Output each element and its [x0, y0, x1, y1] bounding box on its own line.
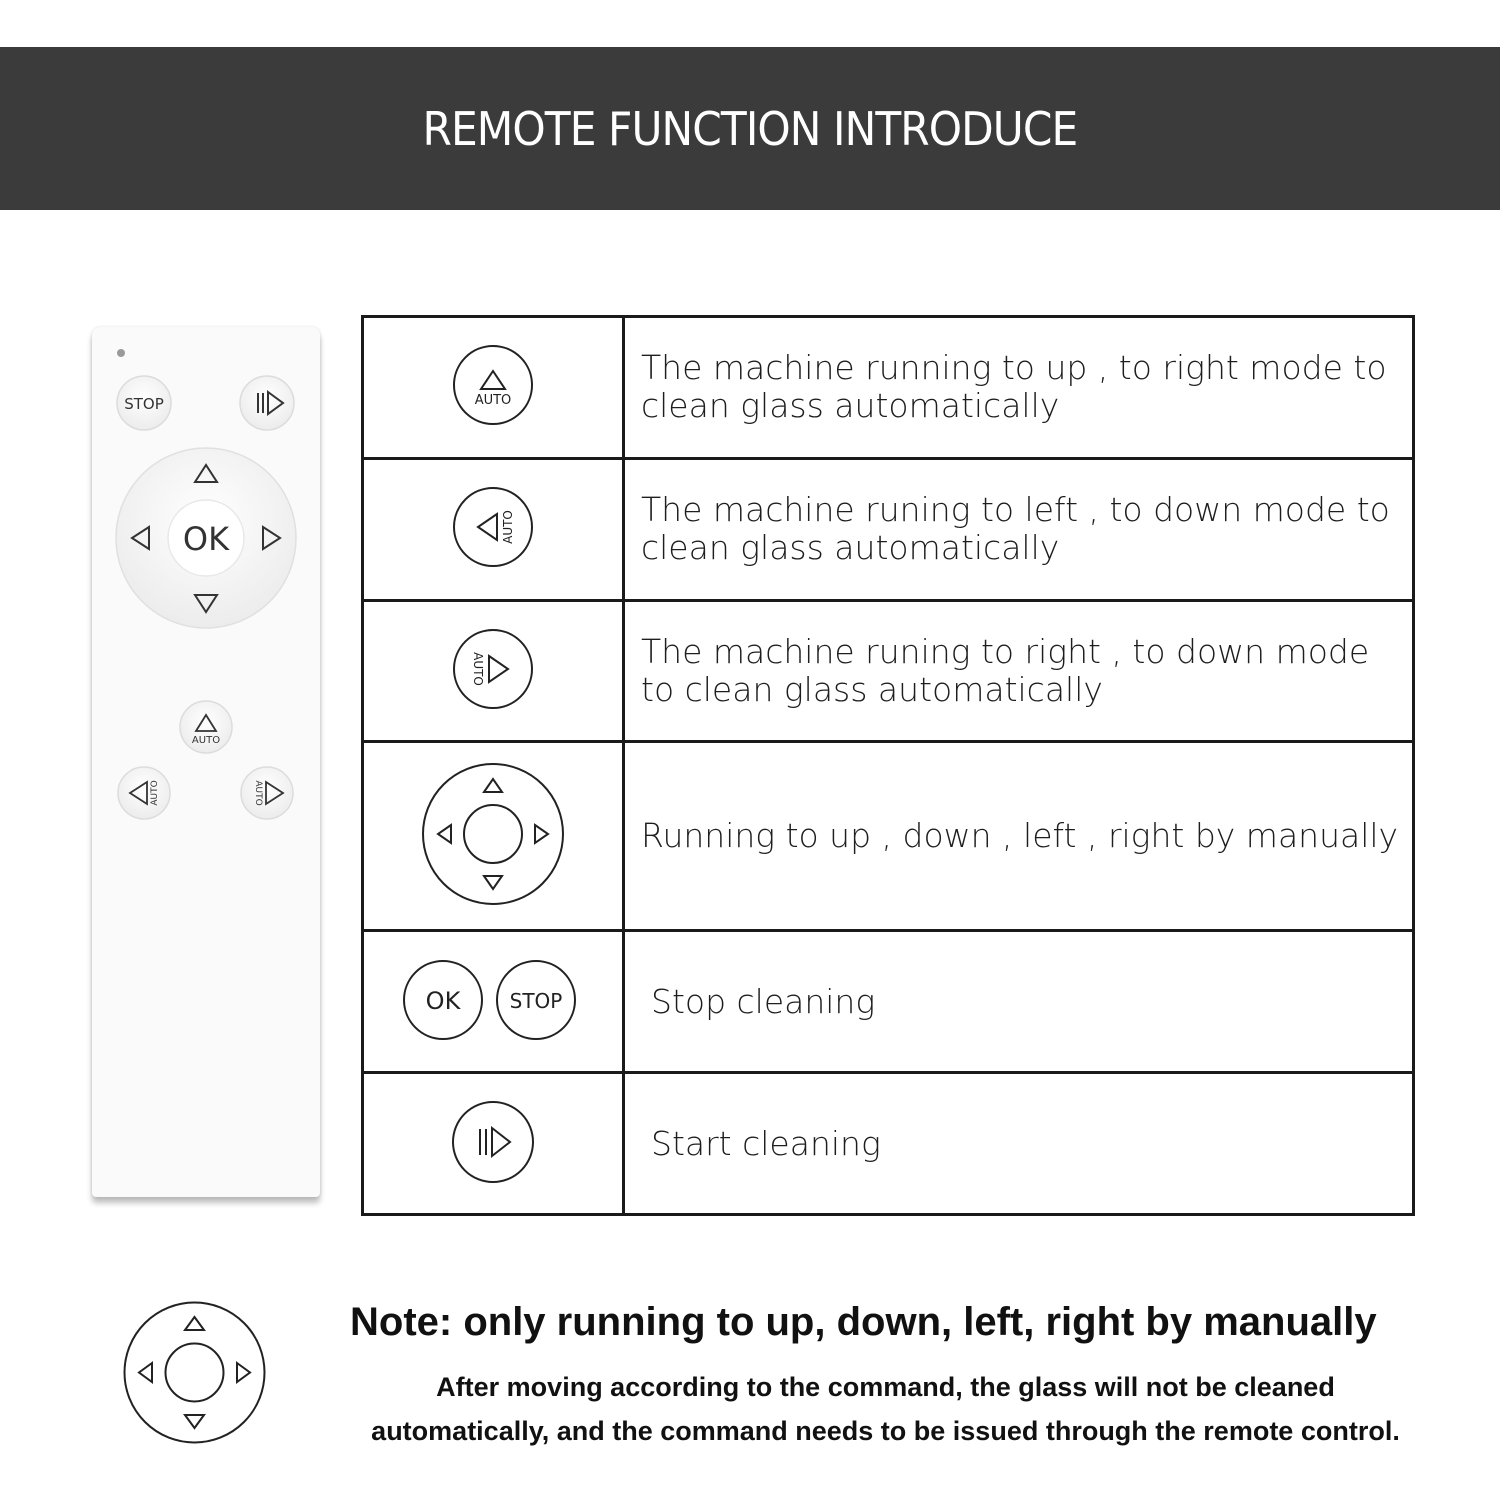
remote-stop-label: STOP: [124, 395, 164, 413]
direction-pad-icon: [420, 761, 566, 907]
icon-cell: [363, 458, 624, 600]
remote-play-pause-button[interactable]: [240, 376, 294, 430]
ok-label: OK: [425, 986, 461, 1015]
remote-ok-label: OK: [182, 520, 230, 558]
icon-cell: [363, 1073, 624, 1215]
description-cell: The machine running to up , to right mode to clean glass automatically: [624, 317, 1414, 459]
play-pause-icon: [450, 1099, 536, 1185]
function-table: [361, 315, 1415, 1216]
description-cell: Running to up , down , left , right by manually: [624, 742, 1414, 931]
icon-cell: [363, 317, 624, 459]
page-title: REMOTE FUNCTION INTRODUCE: [422, 101, 1078, 156]
remote-auto-up-button[interactable]: [180, 701, 232, 753]
note-title: Note: only running to up, down, left, right by manually: [350, 1300, 1377, 1344]
auto-right-label: AUTO: [471, 652, 485, 686]
icon-cell: [363, 600, 624, 742]
indicator-light: [117, 349, 125, 357]
remote-auto-up-label: AUTO: [191, 735, 221, 746]
remote-auto-right-label: AUTO: [253, 780, 263, 806]
remote-auto-left-button[interactable]: [118, 767, 170, 819]
remote-ok-button[interactable]: [168, 500, 244, 576]
auto-right-icon: [451, 627, 535, 711]
table-row: [363, 1073, 1414, 1215]
header-banner: [0, 47, 1500, 210]
table-row: [363, 600, 1414, 742]
auto-left-label: AUTO: [501, 510, 515, 545]
ok-stop-icon: [401, 957, 585, 1043]
auto-up-icon: [451, 343, 535, 427]
direction-pad-icon: [122, 1300, 267, 1445]
icon-cell: [363, 931, 624, 1073]
note-text-line-2: automatically, and the command needs to be issued through the remote control.: [371, 1416, 1400, 1446]
stop-label: STOP: [509, 988, 563, 1013]
remote-control-drawing: [92, 327, 320, 1197]
icon-cell: [363, 742, 624, 931]
description-cell: Start cleaning: [624, 1073, 1414, 1215]
description-cell: Stop cleaning: [624, 931, 1414, 1073]
note-text-line-1: After moving according to the command, the glass will not be cleaned: [436, 1372, 1335, 1402]
auto-left-icon: [451, 485, 535, 569]
table-row: [363, 742, 1414, 931]
table-row: [363, 317, 1414, 459]
table-row: [363, 931, 1414, 1073]
remote-auto-right-button[interactable]: [241, 767, 293, 819]
remote-auto-left-label: AUTO: [150, 780, 160, 806]
remote-stop-button[interactable]: [117, 376, 171, 430]
description-cell: The machine runing to left , to down mode to clean glass automatically: [624, 458, 1414, 600]
table-row: [363, 458, 1414, 600]
remote-control: [92, 327, 320, 1197]
description-cell: The machine runing to right , to down mode to clean glass automatically: [624, 600, 1414, 742]
auto-up-label: AUTO: [474, 393, 512, 409]
